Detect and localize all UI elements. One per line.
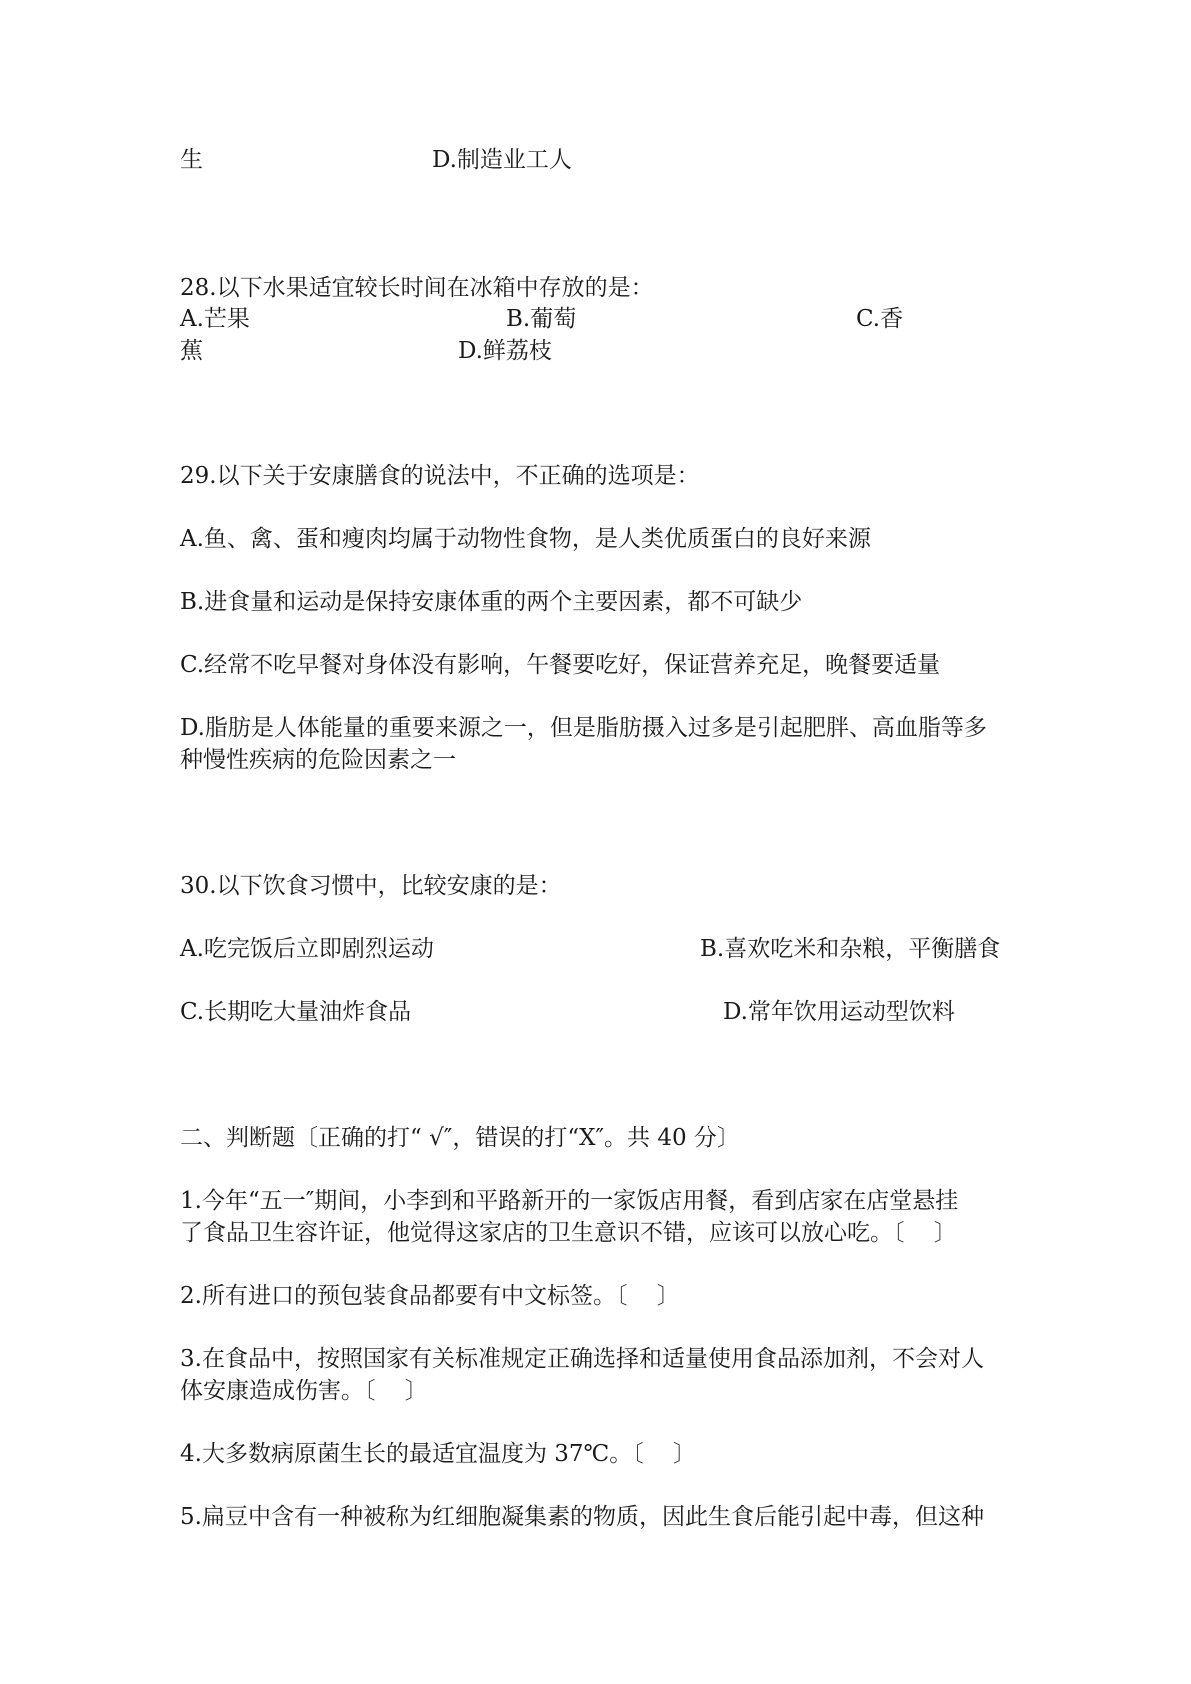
q28-stem: 28.以下水果适宜较长时间在冰箱中存放的是： [180,275,654,301]
q28-option-d: D.鲜荔枝 [458,338,552,364]
q28-option-c-part1: C.香 [856,306,904,332]
q29-option-a: A.鱼、禽、蛋和瘦肉均属于动物性食物，是人类优质蛋白的良好来源 [180,526,871,552]
section2-heading: 二、判断题〔正确的打“ √″，错误的打“X″。共 40 分〕 [180,1125,740,1151]
judge-item-3-line1: 3.在食品中，按照国家有关标准规定正确选择和适量使用食品添加剂，不会对人 [180,1346,984,1372]
judge-item-3-line2: 体安康造成伤害。〔 〕 [180,1378,428,1404]
judge-item-1-line1: 1.今年“五一″期间，小李到和平路新开的一家饭店用餐，看到店家在店堂悬挂 [180,1188,959,1214]
q29-option-c: C.经常不吃早餐对身体没有影响，午餐要吃好，保证营养充足，晚餐要适量 [180,652,941,678]
q28-option-c-part2: 蕉 [180,338,203,364]
judge-item-1-line2: 了食品卫生容许证，他觉得这家店的卫生意识不错，应该可以放心吃。〔 〕 [180,1220,957,1246]
q30-stem: 30.以下饮食习惯中，比较安康的是： [180,873,562,899]
judge-item-4: 4.大多数病原菌生长的最适宜温度为 37℃。〔 〕 [180,1441,696,1467]
q29-option-d-line2: 种慢性疾病的危险因素之一 [180,747,456,773]
q30-option-d: D.常年饮用运动型饮料 [723,999,955,1025]
q30-option-b: B.喜欢吃米和杂粮，平衡膳食 [700,936,1001,962]
q30-option-c: C.长期吃大量油炸食品 [180,999,412,1025]
q29-option-d-line1: D.脂肪是人体能量的重要来源之一，但是脂肪摄入过多是引起肥胖、高血脂等多 [180,715,987,741]
judge-item-2: 2.所有进口的预包装食品都要有中文标签。〔 〕 [180,1283,680,1309]
q29-option-b: B.进食量和运动是保持安康体重的两个主要因素，都不可缺少 [180,589,803,615]
q27-option-c-tail: 生 [180,147,203,173]
q29-stem: 29.以下关于安康膳食的说法中，不正确的选项是： [180,463,700,489]
q30-option-a: A.吃完饭后立即剧烈运动 [180,936,434,962]
q27-option-d: D.制造业工人 [432,147,572,173]
judge-item-5-line1: 5.扁豆中含有一种被称为红细胞凝集素的物质，因此生食后能引起中毒，但这种 [180,1504,984,1530]
q28-option-a: A.芒果 [180,306,250,332]
q28-option-b: B.葡萄 [506,306,577,332]
